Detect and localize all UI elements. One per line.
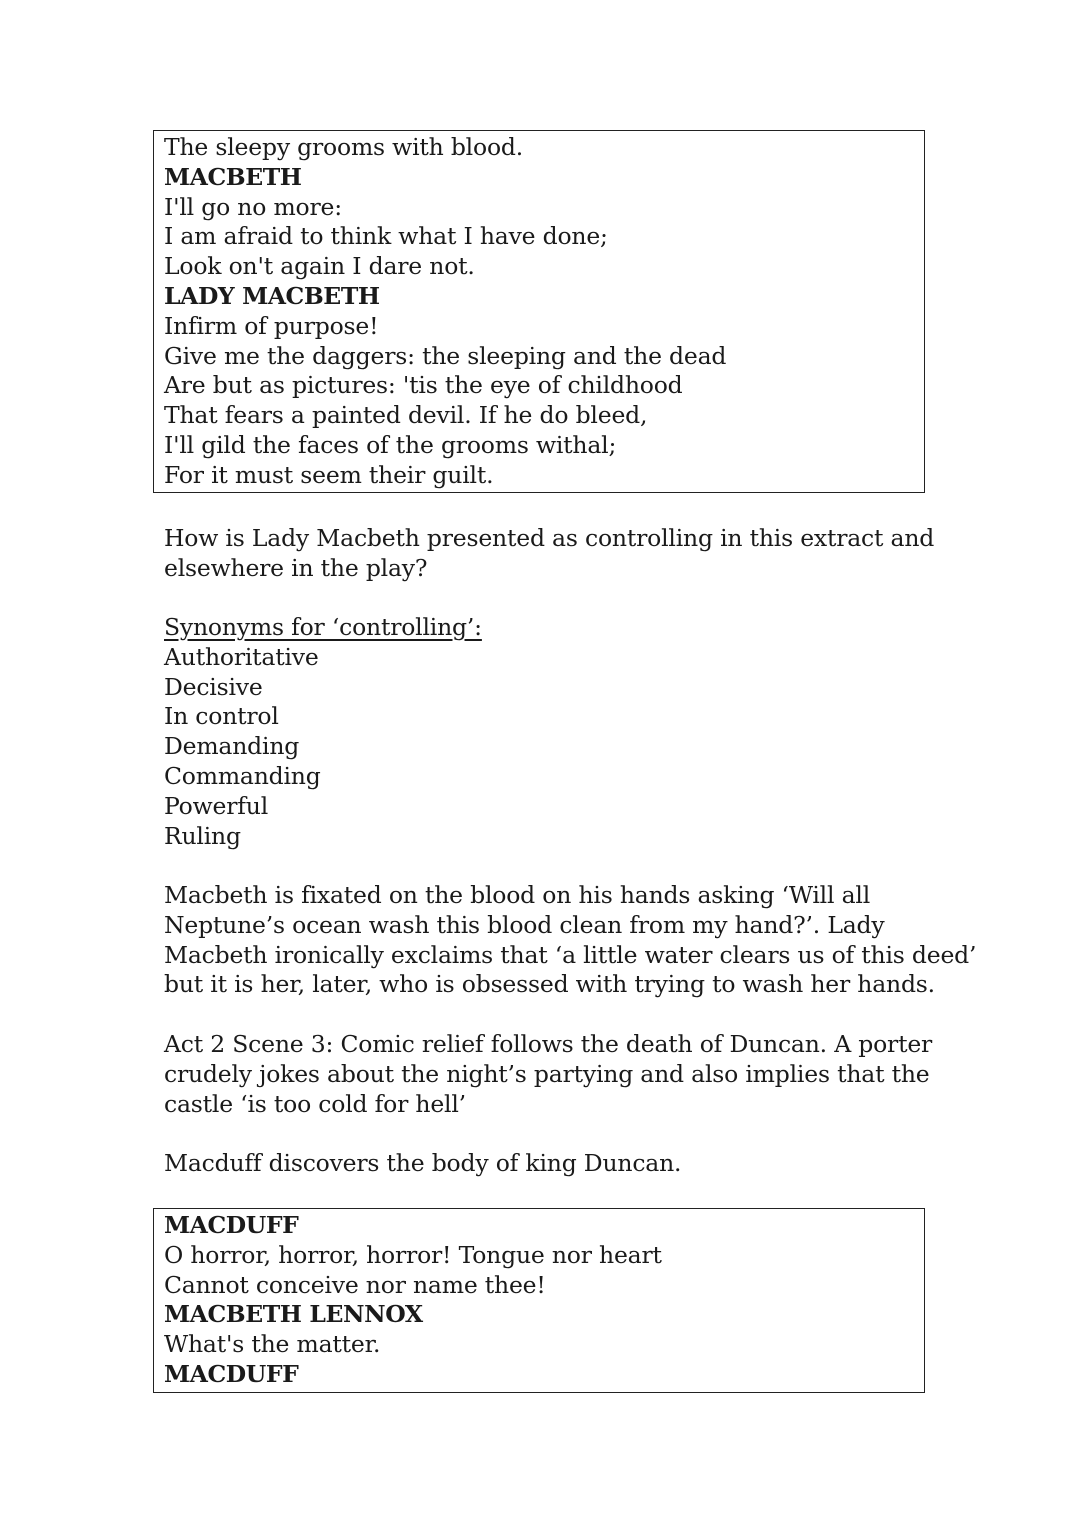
- synonym-item: Ruling: [164, 821, 241, 850]
- synonym-item: Commanding: [164, 761, 321, 790]
- speaker-name: MACBETH LENNOX: [164, 1300, 423, 1329]
- play-extract-box-2: [153, 1208, 925, 1393]
- extract-line: I'll go no more:: [164, 192, 342, 221]
- extract-line: I am afraid to think what I have done;: [164, 222, 608, 251]
- speaker-name: MACDUFF: [164, 1359, 299, 1388]
- synonym-item: Demanding: [164, 732, 300, 761]
- extract-line: Infirm of purpose!: [164, 311, 379, 340]
- question-line: elsewhere in the play?: [164, 553, 428, 582]
- extract-line: I'll gild the faces of the grooms withal;: [164, 430, 617, 459]
- analysis-paragraph-macduff: [164, 1149, 924, 1179]
- analysis-paragraph-blood: [164, 881, 977, 1000]
- speaker-name: LADY MACBETH: [164, 281, 380, 310]
- paragraph-line: castle ‘is too cold for hell’: [164, 1089, 466, 1118]
- extract-line: Give me the daggers: the sleeping and the dead: [164, 341, 727, 370]
- extract-line: What's the matter.: [164, 1330, 381, 1359]
- extract-line: That fears a painted devil. If he do bleed,: [164, 401, 648, 430]
- paragraph-line: Macduff discovers the body of king Duncan.: [164, 1149, 682, 1177]
- speaker-name: MACBETH: [164, 162, 302, 191]
- play-extract-box-1: [153, 130, 925, 493]
- paragraph-line: Neptune’s ocean wash this blood clean from my hand?’. Lady: [164, 910, 885, 939]
- synonym-item: Authoritative: [164, 642, 319, 671]
- synonym-item: Powerful: [164, 791, 269, 820]
- extract-line: Look on't again I dare not.: [164, 252, 475, 281]
- essay-question: [164, 524, 935, 584]
- extract-line: Are but as pictures: 'tis the eye of childhood: [164, 371, 683, 400]
- synonym-item: In control: [164, 702, 279, 731]
- paragraph-line: Act 2 Scene 3: Comic relief follows the death of Duncan. A porter: [164, 1030, 933, 1058]
- synonym-item: Decisive: [164, 672, 263, 701]
- speaker-name: MACDUFF: [164, 1211, 299, 1239]
- paragraph-line: crudely jokes about the night’s partying and also implies that the: [164, 1059, 930, 1088]
- extract-line: Cannot conceive nor name thee!: [164, 1270, 546, 1299]
- paragraph-line: but it is her, later, who is obsessed with trying to wash her hands.: [164, 970, 935, 999]
- extract-line: The sleepy grooms with blood.: [164, 133, 524, 161]
- paragraph-line: Macbeth is fixated on the blood on his hands asking ‘Will all: [164, 881, 871, 909]
- synonyms-heading: Synonyms for ‘controlling’:: [164, 613, 482, 641]
- synonyms-list: [164, 613, 924, 851]
- question-line: How is Lady Macbeth presented as controlling in this extract and: [164, 524, 935, 552]
- analysis-paragraph-porter: [164, 1030, 933, 1119]
- extract-line: For it must seem their guilt.: [164, 460, 494, 489]
- paragraph-line: Macbeth ironically exclaims that ‘a little water clears us of this deed’: [164, 940, 977, 969]
- extract-line: O horror, horror, horror! Tongue nor heart: [164, 1240, 662, 1269]
